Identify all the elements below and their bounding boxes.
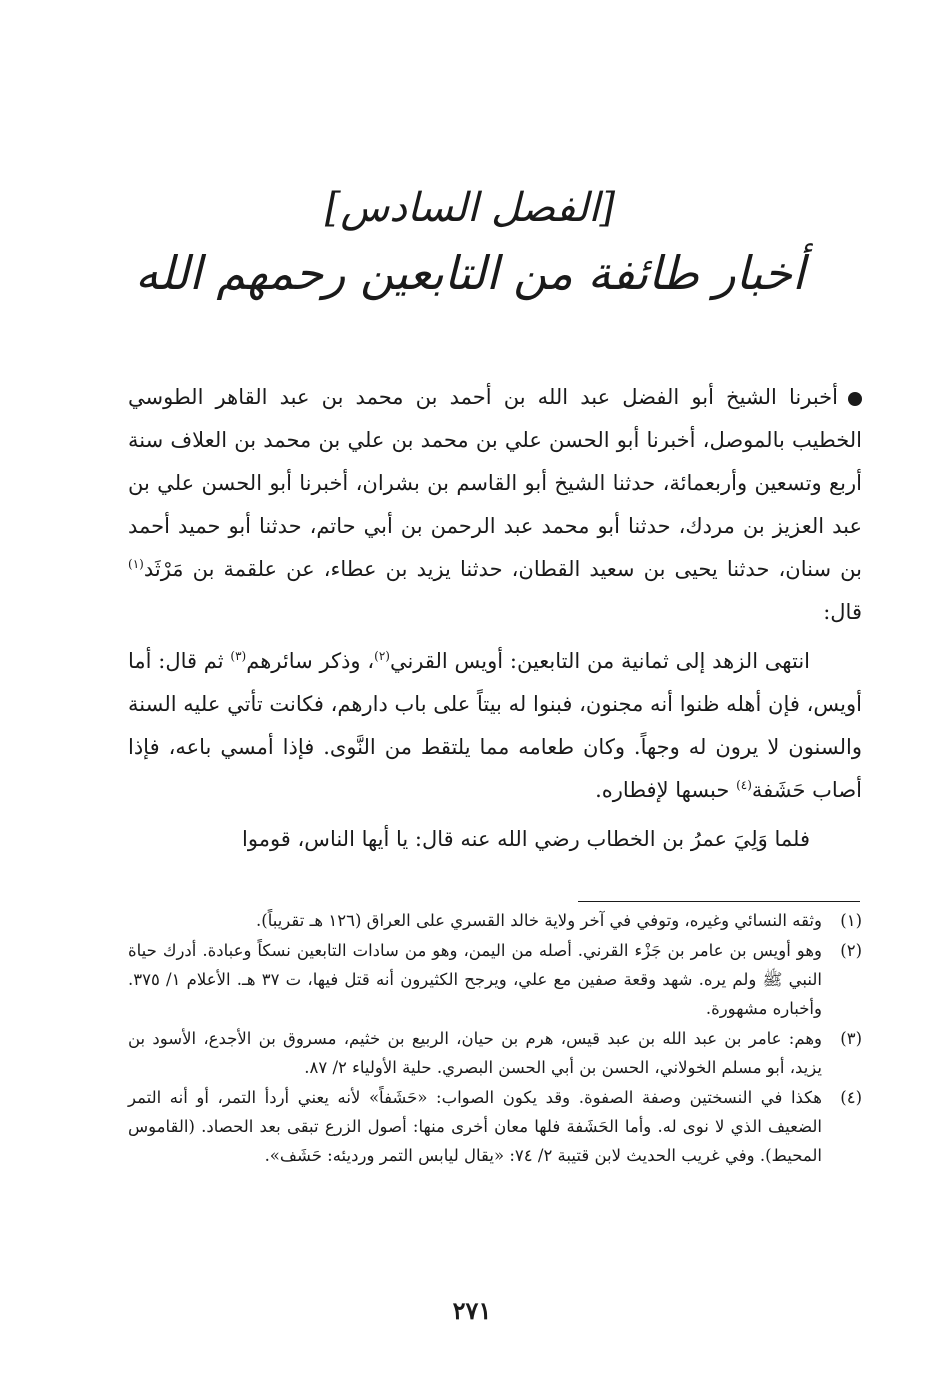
narration-text-b: ، وذكر سائرهم: [246, 649, 375, 673]
paragraph-isnad: [128, 376, 862, 634]
bullet-icon: [848, 392, 862, 406]
chapter-heading: [120, 180, 820, 306]
footnote-ref-2[interactable]: (٢): [374, 649, 390, 663]
footnote-number: (١): [840, 911, 862, 930]
footnote-ref-3[interactable]: (٣): [230, 649, 247, 663]
isnad-end: قال:: [823, 600, 862, 624]
footnote-3: [128, 1024, 862, 1082]
footnote-separator: [578, 901, 860, 902]
footnote-number: (٣): [840, 1029, 862, 1048]
footnote-text: وهو أويس بن عامر بن جَزْء القرني. أصله من اليمن، وهو من سادات التابعين نسكاً وعبادة. أدرك حياة النبي ﷺ ولم يره. شهد وقعة صفين مع علي، ويرجح الكثيرون أنه قتل فيها، ت ٣٧ هـ. الأعلام ١/ ٣٧٥. وأخباره مشهورة.: [128, 941, 822, 1018]
narration-text-d: حبسها لإفطاره.: [595, 778, 737, 802]
footnote-text: وهم: عامر بن عبد الله بن عبد قيس، هرم بن حيان، الربيع بن خثيم، مسروق بن الأجدع، الأسود بن يزيد، أبو مسلم الخولاني، الحسن بن أبي الحسن البصري. حلية الأولياء ٢/ ٨٧.: [128, 1029, 822, 1077]
footnote-number: (٤): [840, 1088, 862, 1107]
chapter-title: أخبار طائفة من التابعين رحمهم الله: [135, 246, 805, 300]
footnote-2: [128, 936, 862, 1023]
narration-text-a: انتهى الزهد إلى ثمانية من التابعين: أويس القرني: [389, 649, 811, 673]
paragraph-continuation: [128, 818, 862, 861]
paragraph-narration: [128, 640, 862, 812]
chapter-number: [الفصل السادس]: [324, 185, 616, 231]
footnote-1: [128, 906, 862, 935]
footnote-ref-1[interactable]: (١): [128, 557, 144, 571]
footnotes: [128, 906, 862, 1171]
footnote-text: وثقه النسائي وغيره، وتوفي في آخر ولاية خالد القسري على العراق (١٢٦ هـ تقريباً).: [256, 911, 822, 930]
footnote-number: (٢): [840, 941, 862, 960]
footnote-ref-4[interactable]: (٤): [736, 778, 752, 792]
page-number: ٢٧١: [452, 1296, 492, 1325]
continuation-text: فلما وَلِيَ عمرُ بن الخطاب رضي الله عنه قال: يا أيها الناس، قوموا: [242, 827, 810, 851]
footnote-4: [128, 1083, 862, 1170]
isnad-text: أخبرنا الشيخ أبو الفضل عبد الله بن أحمد بن محمد بن عبد القاهر الطوسي الخطيب بالموصل، أخبرنا أبو الحسن علي بن محمد بن علي بن محمد بن العلاف سنة أربع وتسعين وأربعمائة، حدثنا الشيخ أبو القاسم بن بشران، أخبرنا أبو الحسن علي بن عبد العزيز بن مردك، حدثنا أبو محمد عبد الرحمن بن أبي حاتم، حدثنا أبو حميد أحمد بن سنان، حدثنا يحيى بن سعيد القطان، حدثنا يزيد بن عطاء، عن علقمة بن مَرْثَد: [128, 385, 862, 581]
narration-text-c: ثم قال: أما أويس، فإن أهله ظنوا أنه مجنون، فبنوا له بيتاً على باب دارهم، فكانت تأتي عليه السنة والسنون لا يرون له وجهاً. وكان طعامه مما يلتقط من النَّوى. فإذا أمسي باعه، فإذا أصاب حَشَفة: [128, 649, 862, 802]
main-text: [128, 376, 862, 867]
footnote-text: هكذا في النسختين وصفة الصفوة. وقد يكون الصواب: «حَشَفاً» لأنه يعني أردأ التمر، أو أنه التمر الضعيف الذي لا نوى له. وأما الحَشَفة فلها معان أخرى منها: أصول الزرع تبقى بعد الحصاد. (القاموس المحيط). وفي غريب الحديث لابن قتيبة ٢/ ٧٤: «يقال ليابس التمر ورديئه: حَشَف».: [128, 1088, 822, 1165]
